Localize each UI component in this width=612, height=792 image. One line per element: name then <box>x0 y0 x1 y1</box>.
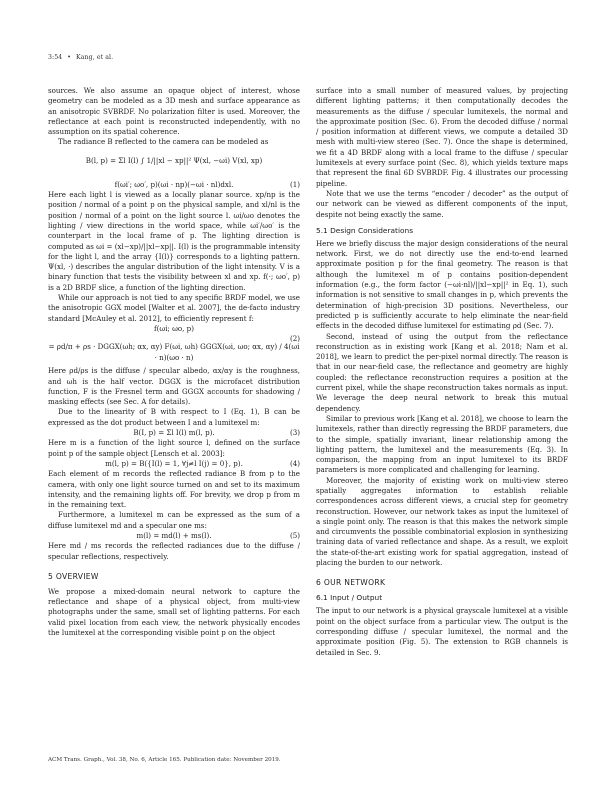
section-heading: 5 OVERVIEW <box>48 571 99 581</box>
equation <box>48 324 300 334</box>
equation-body: = ρd/π + ρs · DGGX(ωh; αx, αy) F(ωi, ωh) GGGX(ωi, ωo; αx, αy) / 4(ωi · n)(ωo · n) <box>48 342 300 362</box>
equation-body: m(l) = md(l) + ms(l). <box>136 530 212 540</box>
equation-number: (1) <box>289 179 300 189</box>
paragraph: sources. We also assume an opaque object of interest, whose geometry can be modeled as a 3D mesh and surface appearance as an anisotropic SVBRDF. No polarization filter is used. Moreover, the reflectance at each point is reconstructed independently, with no assumption on its spatial coherence. <box>48 86 300 137</box>
paragraph: The input to our network is a physical grayscale lumitexel at a visible point on the object surface from a particular view. The output is the corresponding diffuse / specular lumitexel, the normal and the approximate position (Fig. 5). The extension to RGB channels is detailed in Sec. 9. <box>316 606 568 657</box>
section-heading: 6 OUR NETWORK <box>316 578 386 588</box>
equation-body: B(I, p) = Σl I(l) m(l, p). <box>133 428 215 438</box>
paragraph: Here we briefly discuss the major design considerations of the neural network. First, we do not directly use the end-to-end learned approximate position p for the final geometry. The reason is that although the lumitexel m of p contains position-dependent information (e.g., the form factor (−ωi·nl)/||xl−xp||² in Eq. 1), such information is not sensitive to small changes in p, which prevents the determination of high-precision 3D positions. Nevertheless, our predicted p is sufficiently accurate to help eliminate the near-field effects in the decoded diffuse lumitexel for estimating ρd (Sec. 7). <box>316 238 568 331</box>
equation-body: m(l, p) = B({I(l) = 1, ∀j≠l I(j) = 0}, p). <box>105 458 243 468</box>
paragraph: Due to the linearity of B with respect to I (Eq. 1), B can be expressed as the dot product between I and a lumitexel m: <box>48 407 300 427</box>
paragraph: Note that we use the terms “encoder / decoder” as the output of our network can be viewed as different components of the input, despite not being exactly the same. <box>316 188 568 219</box>
left-column <box>48 86 300 638</box>
equation-number: (2) <box>289 334 300 344</box>
paragraph: Second, instead of using the output from the reflectance reconstruction as in existing work [Kang et al. 2018; Nam et al. 2018], we learn to predict the per-pixel normal directly. The reason is that in our near-field case, the reflectance and geometry are highly coupled: the reflectance reconstruction requires a position at the current pixel, while the shape reconstruction takes normals as input. We leverage the deep neural network to break this mutual dependency. <box>316 331 568 413</box>
equation-number: (5) <box>289 530 300 540</box>
paragraph: Here m is a function of the light source l, defined on the surface point p of the sample object [Lensch et al. 2003]: <box>48 438 300 458</box>
equation <box>48 180 300 190</box>
paragraph: The radiance B reflected to the camera can be modeled as <box>58 137 269 147</box>
header-authors: Kang, et al. <box>76 54 114 61</box>
paragraph: While our approach is not tied to any specific BRDF model, we use the anisotropic GGX model [Walter et al. 2007], the de-facto industry standard [McAuley et al. 2012], to efficiently represent f: <box>48 293 300 323</box>
running-header: 3:54 • Kang, et al. <box>48 54 114 61</box>
equation <box>48 531 300 541</box>
right-column <box>316 86 568 658</box>
equation <box>48 459 300 469</box>
page-footer: ACM Trans. Graph., Vol. 38, No. 6, Article 165. Publication date: November 2019. <box>48 757 281 763</box>
paragraph: Here md / ms records the reflected radiances due to the diffuse / specular reflections, respectively. <box>48 541 300 561</box>
paragraph: Furthermore, a lumitexel m can be expressed as the sum of a diffuse lumitexel md and a specular one ms: <box>48 510 300 530</box>
page-number: 3:54 <box>48 54 63 61</box>
paragraph: We propose a mixed-domain neural network to capture the reflectance and shape of a physical object, from multi-view photographs under the same, small set of lighting patterns. For each valid pixel location from each view, the network physically encodes the lumitexel at the corresponding visible point p on the object <box>48 586 300 638</box>
equation-number: (4) <box>289 458 300 468</box>
paragraph: surface into a small number of measured values, by projecting different lighting patterns; it then computationally decodes the measurements as the diffuse / specular lumitexels, the normal and the approximate position (Sec. 6). From the decoded diffuse / normal / position information at different views, we compute a detailed 3D mesh with multi-view stereo (Sec. 7). Once the shape is determined, we fit a 4D BRDF along with a local frame to the diffuse / specular lumitexels at every surface point (Sec. 8), which yields texture maps that represent the final 6D SVBRDF. Fig. 4 illustrates our processing pipeline. <box>316 86 568 188</box>
section-heading: 6.1 Input / Output <box>316 593 383 603</box>
equation-body: f(ωi; ωo, p) <box>154 323 194 333</box>
section-heading: 5.1 Design Considerations <box>316 225 414 235</box>
equation-body: B(l, p) = Σl I(l) ∫ 1/||xl − xp||² Ψ(xl, −ωi) V(xl, xp) <box>85 155 263 165</box>
equation-body: f(ωi′; ωo′, p)(ωi · np)(−ωi · nl)dxl. <box>114 179 234 189</box>
paragraph: Similar to previous work [Kang et al. 2018], we choose to learn the lumitexels, rather than directly regressing the BRDF parameters, due to the simple, spatially invariant, linear relationship among the lighting pattern, the lumitexel and the measurements (Eq. 3). In comparison, the mapping from an input lumitexel to its BRDF parameters is more complicated and challenging for learning. <box>316 413 568 475</box>
paragraph: Moreover, the majority of existing work on multi-view stereo spatially aggregates information to establish reliable correspondences across different views, a crucial step for geometry reconstruction. However, our network takes as input the lumitexel of a single point only. The reason is that this makes the network simple and circumvents the possible combinatorial explosion in synthesizing training data of varied reflectance and shape. As a result, we exploit the state-of-the-art existing work for spatial aggregation, instead of placing the burden to our network. <box>316 475 568 568</box>
equation <box>48 428 300 438</box>
equation <box>48 334 300 366</box>
paragraph: Here ρd/ρs is the diffuse / specular albedo, αx/αy is the roughness, and ωh is the half vector. DGGX is the microfacet distribution function, F is the Fresnel term and GGGX accounts for shadowing / masking effects (see Sec. A for details). <box>48 366 300 407</box>
equation <box>48 148 300 180</box>
equation-number: (3) <box>289 428 300 438</box>
paragraph: Each element of m records the reflected radiance B from p to the camera, with only one light source turned on and set to its maximum intensity, and the remaining lights off. For brevity, we drop p from m in the remaining text. <box>48 469 300 510</box>
paragraph: Here each light l is viewed as a locally planar source. xp/np is the position / normal of a point p on the physical sample, and xl/nl is the position / normal of a point on the light source l. ωi/ωo denotes the lighting / view directions in the world space, while ωi′/ωo′ is the counterpart in the local frame of p. The lighting direction is computed as ωi = (xl−xp)/||xl−xp||. I(l) is the programmable intensity for the light l, and the array {I(l)} corresponds to a lighting pattern. Ψ(xl, ·) describes the angular distribution of the light intensity. V is a binary function that tests the visibility between xl and xp. f(·; ωo′, p) is a 2D BRDF slice, a function of the lighting direction. <box>48 190 300 292</box>
